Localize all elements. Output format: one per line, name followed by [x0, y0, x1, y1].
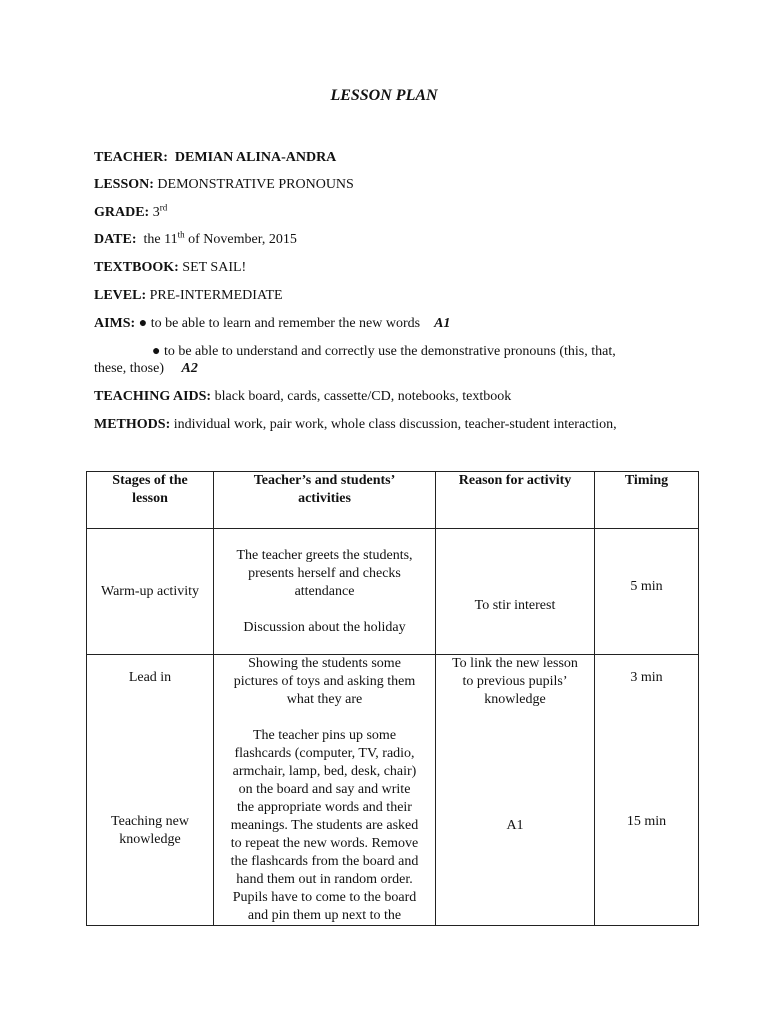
lesson-line	[94, 177, 354, 193]
grade-label: GRADE:	[94, 205, 150, 220]
methods-line	[94, 417, 617, 433]
teaching-activity-line: the flashcards from the board and	[230, 854, 419, 869]
warmup-reason-text: To stir interest	[474, 597, 556, 613]
aims-line	[94, 316, 450, 332]
textbook-value: SET SAIL!	[182, 260, 247, 275]
date-value: the 11	[143, 232, 178, 247]
aim-2-text: these, those)	[94, 361, 164, 376]
teaching-activity-line: Pupils have to come to the board	[232, 890, 417, 905]
date-label: DATE:	[94, 232, 137, 247]
page-title: LESSON PLAN	[330, 87, 438, 104]
teaching-activity-line: meanings. The students are asked	[230, 818, 419, 833]
header-activities	[214, 472, 436, 529]
lesson-label: LESSON:	[94, 177, 154, 192]
warmup-reason	[436, 529, 595, 655]
table-header-row	[87, 472, 699, 529]
teaching-activity-line: the appropriate words and their	[237, 800, 412, 815]
leadin-timing: 3 min	[630, 670, 663, 685]
teacher-label: TEACHER:	[94, 150, 168, 165]
aim-1-tag: A1	[434, 316, 451, 331]
stage-cell	[87, 655, 214, 926]
teacher-line	[94, 150, 336, 166]
warmup-timing-text: 5 min	[630, 578, 663, 594]
warmup-activity-line: presents herself and checks	[248, 565, 401, 581]
grade-suffix: rd	[159, 202, 168, 213]
warmup-activity-line: attendance	[294, 583, 355, 599]
teaching-activity-line: armchair, lamp, bed, desk, chair)	[232, 764, 417, 779]
teaching-reason: A1	[506, 818, 524, 833]
header-reason: Reason for activity	[436, 472, 595, 529]
aids-label: TEACHING AIDS:	[94, 389, 212, 404]
teaching-timing: 15 min	[626, 814, 667, 829]
aims-label: AIMS:	[94, 316, 136, 331]
header-activities-line1: Teacher’s and students’	[253, 473, 396, 488]
teaching-activity-line: on the board and say and write	[238, 782, 411, 797]
warmup-timing	[595, 529, 699, 655]
header-activities-line2: activities	[298, 491, 351, 506]
leadin-activity-line: Showing the students some	[248, 656, 401, 671]
table-row	[87, 529, 699, 655]
aids-value: black board, cards, cassette/CD, notebooks, textbook	[214, 389, 512, 404]
warmup-activity-line: Discussion about the holiday	[243, 619, 406, 635]
date-rest: of November, 2015	[184, 232, 297, 247]
teaching-activity-line: flashcards (computer, TV, radio,	[234, 746, 415, 761]
leadin-reason-line: to previous pupils’	[462, 674, 568, 689]
level-value: PRE-INTERMEDIATE	[149, 288, 283, 303]
aim-2-tag: A2	[181, 361, 198, 376]
aids-line	[94, 389, 511, 405]
aim-1: ● to be able to learn and remember the new words	[138, 316, 421, 331]
warmup-stage: Warm-up activity	[87, 529, 214, 655]
aim-2-line1: ● to be able to understand and correctly use the demonstrative pronouns (this, that,	[152, 344, 616, 359]
lesson-value: DEMONSTRATIVE PRONOUNS	[157, 177, 354, 192]
teaching-stage-line2: knowledge	[119, 832, 181, 847]
table-row	[87, 655, 699, 926]
header-stages-line1: Stages of the	[112, 473, 188, 488]
warmup-activity-line: The teacher greets the students,	[236, 547, 413, 563]
grade-line	[94, 202, 168, 221]
teaching-activity-line: and pin them up next to the	[247, 908, 402, 923]
date-suffix: th	[177, 229, 185, 240]
grade-value: 3	[152, 205, 160, 220]
level-label: LEVEL:	[94, 288, 147, 303]
methods-label: METHODS:	[94, 417, 171, 432]
leadin-reason-line: knowledge	[484, 692, 546, 707]
methods-value: individual work, pair work, whole class discussion, teacher-student interaction,	[173, 417, 617, 432]
timing-cell	[595, 655, 699, 926]
aim-2-line2	[94, 361, 198, 377]
teaching-activity-line: The teacher pins up some	[252, 728, 397, 743]
teaching-activity-line: to repeat the new words. Remove	[230, 836, 419, 851]
lesson-plan-table	[86, 471, 699, 926]
header-timing: Timing	[595, 472, 699, 529]
teaching-stage-line1: Teaching new	[111, 814, 189, 829]
teacher-value: DEMIAN ALINA-ANDRA	[174, 150, 337, 165]
reason-cell	[436, 655, 595, 926]
textbook-label: TEXTBOOK:	[94, 260, 179, 275]
textbook-line	[94, 260, 246, 276]
leadin-reason-line: To link the new lesson	[452, 656, 578, 671]
header-stages-line2: lesson	[132, 491, 168, 506]
activity-cell	[214, 655, 436, 926]
leadin-activity-line: pictures of toys and asking them	[233, 674, 416, 689]
teaching-activity-line: hand them out in random order.	[236, 872, 413, 887]
warmup-activity	[214, 529, 436, 655]
leadin-activity-line: what they are	[286, 692, 363, 707]
leadin-stage: Lead in	[128, 670, 172, 685]
date-line	[94, 229, 297, 248]
level-line	[94, 288, 283, 304]
header-stages	[87, 472, 214, 529]
